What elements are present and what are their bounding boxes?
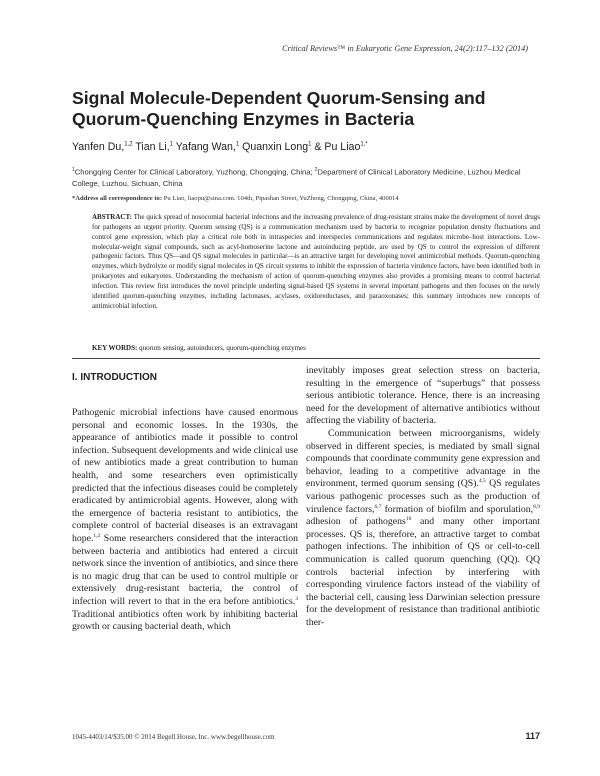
body-text: Pathogenic microbial infections have caused enormous personal and economic losses. In the 1930s, the appearance of antibiotics made it possible to control infection. Subsequent developments and wide clinical use of new antibiotics made a great contribution to human health, and some researchers even optimistically predicted that the infectious diseases could be completely eradicated by antimicrobial agents. However, along with the emergence of bacteria resistant to antibiotics, the complete control of bacterial diseases is an extravagant hope. — [72, 407, 298, 544]
body-column-right — [306, 365, 540, 629]
affiliation-text: Chongqing Center for Clinical Laboratory, Yuzhong, Chongqing, China; — [74, 167, 315, 177]
correspondence-text: Pu Liao, liaopu@sina.com. 104th, Pipashan Street, YuZhong, Chongqing, China, 400014 — [162, 195, 399, 202]
author-name: Yafang Wan, — [173, 141, 236, 153]
body-text: Communication between microorganisms, widely observed in different species, is mediated by small signal compounds that coordinate community gene expression and behavior, leading to a competitive advantage in the environment, termed quorum sensing (QS). — [306, 427, 540, 490]
section-heading: I. INTRODUCTION — [72, 372, 157, 383]
affiliations — [72, 165, 538, 190]
body-text: formation of biofilm and sporulation, — [381, 503, 534, 515]
abstract-text: The quick spread of nosocomial bacterial infections and the increasing prevalence of drug-resistant strains make the development of novel drugs for pathogens an urgent priority. Quorum sensing (QS) is a communication mechanism used by bacteria to recognize population density fluctuations and control gene expression, which play a critical role both in intraspecies and interspecies communications and regulates microbe–host interactions. Low-molecular-weight signal compounds, such as acyl-homoserine lactone and autoinducing peptide, are used by QS to control the expression of different pathogenic factors. Thus QS—and QS signal molecules in particular—is an attractive target for developing novel antimicrobial methods. Quorum-quenching enzymes, which hydrolyze or modify signal molecules in QS circuit systems to inhibit the expression of bacteria virulence factors, have been identified both in prokaryotes and eukaryotes. Understanding the mechanism of action of quorum-quenching enzymes also provides a promising means to control bacterial infection. This review first introduces the novel principle underling signal-based QS systems in several important pathogens and then focuses on the newly identified quorum-quenching enzymes, including lactonases, acylases, oxidoreductases, and paraoxonases; this summary introduces new concepts of antimicrobial infection. — [92, 213, 540, 310]
correspondence — [72, 195, 542, 202]
citation-mark: 6,7 — [374, 503, 382, 510]
author-list — [72, 141, 532, 153]
author-affiliation-mark: 1 — [235, 141, 240, 148]
body-text: Traditional antibiotics often work by inhibiting bacterial growth or causing bacterial death, which — [72, 608, 298, 633]
author-name: Quanxin Long — [239, 141, 309, 153]
author-name: Tian Li, — [132, 141, 170, 153]
body-paragraph — [72, 407, 298, 634]
affiliation-mark: 1 — [72, 167, 75, 173]
author-affiliation-mark: 1 — [308, 141, 312, 148]
citation-mark: 8,9 — [533, 503, 540, 510]
copyright-line: 1045-4403/14/$35.00 © 2014 Begell House, Inc. www.begellhouse.com — [72, 733, 275, 741]
body-text: adhesion of pathogens — [306, 516, 406, 528]
section-divider — [72, 358, 540, 359]
body-column-left — [72, 407, 298, 634]
author-affiliation-mark: 1 — [169, 141, 174, 148]
citation-mark: 3 — [295, 595, 298, 602]
author-affiliation-mark: 1,* — [360, 141, 368, 148]
journal-citation: Critical Reviews™ in Eukaryotic Gene Expression, 24(2):117–132 (2014) — [282, 44, 528, 53]
abstract — [92, 213, 540, 311]
author-name: & Pu Liao — [311, 141, 361, 153]
citation-mark: 1,2 — [93, 532, 101, 539]
keywords-text: quorum sensing, autoinducers, quorum-quenching enzymes — [137, 344, 306, 352]
body-paragraph — [306, 428, 540, 630]
body-text: QS regulates various pathogenic processes such as the production of virulence factors, — [306, 478, 541, 515]
page-number: 117 — [525, 731, 540, 741]
author-name: Yanfen Du, — [72, 141, 125, 153]
affiliation-text: Department of Clinical Laboratory Medicine, Luzhou Medical College, Luzhou, Sichuan, China — [72, 167, 521, 189]
body-text: Some researchers considered that the interaction between bacteria and antibiotics had entered a circuit network since the invention of antibiotics, and since there is no magic drug that can be used to control multiple or extensively drug-resistant bacteria, the control of infection will revert to that in the era before antibiotics. — [72, 532, 298, 607]
abstract-label: ABSTRACT: — [92, 213, 132, 221]
citation-mark: 10 — [405, 515, 412, 522]
keywords-label: KEY WORDS: — [92, 344, 138, 352]
body-text: and many other important processes. QS is, therefore, an attractive target to combat pathogen infections. The inhibition of QS or cell-to-cell communication is called quorum quenching (QQ). QQ controls bacterial infection by interfering with corresponding virulence factors instead of the viability of the bacterial cell, causing less Darwinian selection pressure for the development of resistance than traditional antibiotic ther- — [306, 516, 540, 628]
body-paragraph: inevitably imposes great selection stress on bacteria, resulting in the emergence of “superbugs” that possess serious antibiotic tolerance. Hence, there is an increasing need for the development of alternative antibiotics without affecting the viability of bacteria. — [306, 365, 540, 427]
author-affiliation-mark: 1,2 — [124, 141, 133, 148]
citation-mark: 4,5 — [478, 478, 486, 485]
correspondence-label: *Address all correspondence to: — [72, 195, 163, 202]
keywords — [92, 344, 540, 352]
affiliation-mark: 2 — [314, 167, 318, 173]
article-title: Signal Molecule-Dependent Quorum-Sensing and Quorum-Quenching Enzymes in Bacteria — [72, 88, 486, 129]
